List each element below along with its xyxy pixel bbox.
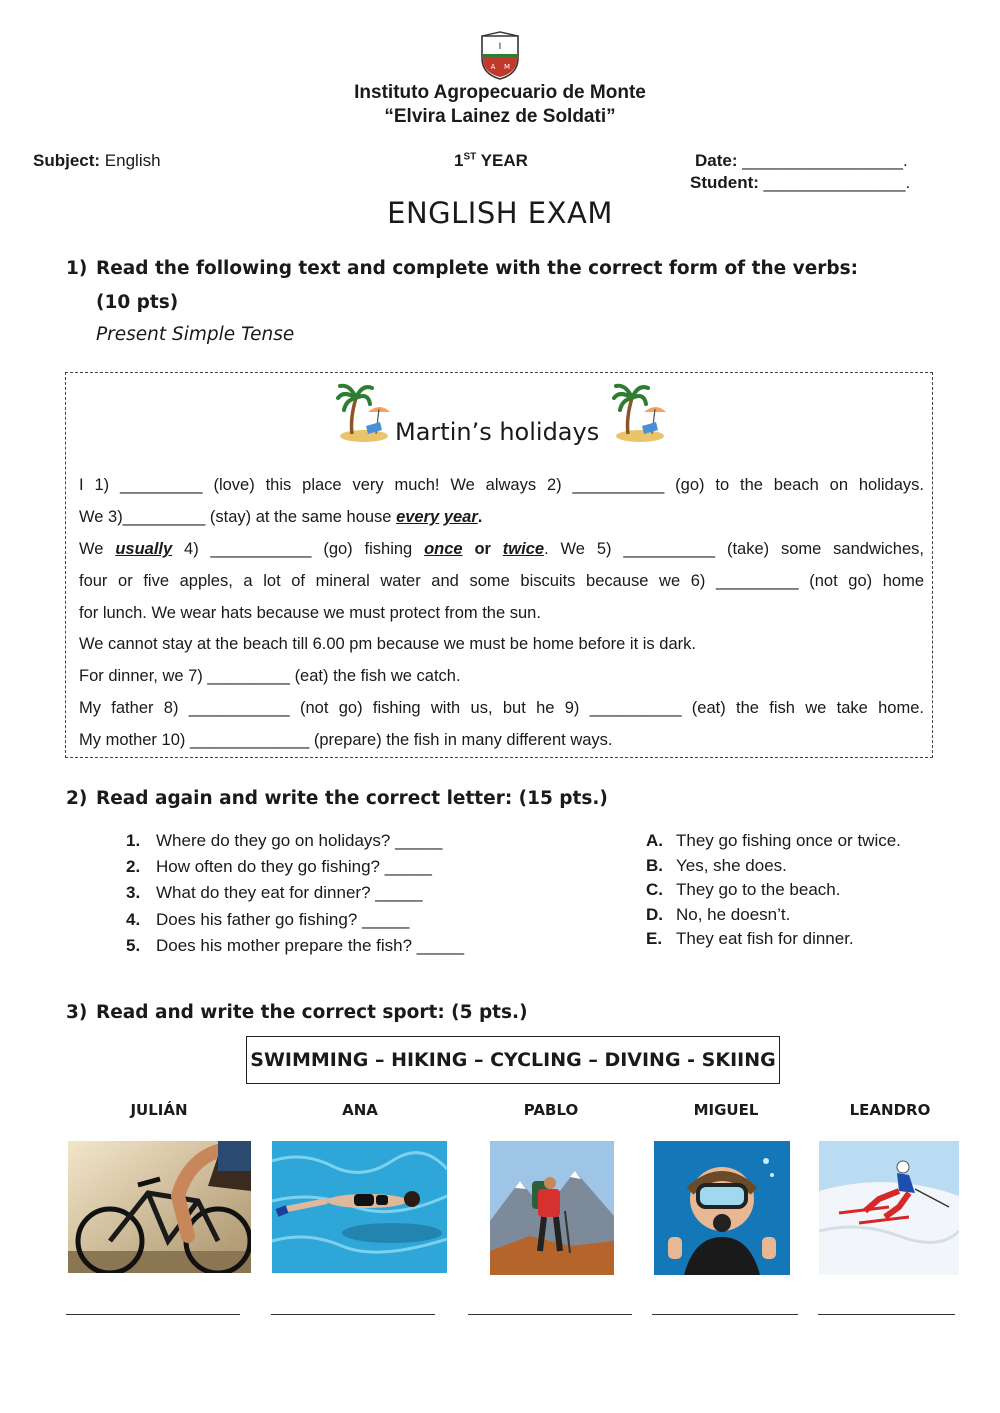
school-crest-icon bbox=[478, 30, 522, 80]
question-number: 4. bbox=[126, 910, 141, 929]
text-line-3-e: or bbox=[462, 540, 503, 558]
answer-text: They go fishing once or twice. bbox=[676, 831, 901, 850]
list-item bbox=[646, 831, 901, 856]
text-line-9: My mother 10) _____________ (prepare) the fish in many different ways. bbox=[79, 731, 613, 749]
question-number: 5. bbox=[126, 936, 141, 955]
answer-letter: C. bbox=[646, 880, 663, 899]
question-number: 3. bbox=[126, 883, 141, 902]
emphasis-usually: usually bbox=[115, 540, 173, 558]
list-item bbox=[646, 856, 901, 881]
question-text[interactable]: How often do they go fishing? _____ bbox=[156, 857, 432, 876]
hiking-photo bbox=[490, 1141, 614, 1275]
text-line-1: I 1) _________ (love) this place very much! We always 2) __________ (go) to the beach on holidays. bbox=[79, 476, 924, 494]
text-line-5: for lunch. We wear hats because we must protect from the sun. bbox=[79, 604, 541, 622]
date-blank: _________________. bbox=[742, 151, 908, 170]
name-leandro: LEANDRO bbox=[849, 1101, 931, 1119]
section2-instruction: Read again and write the correct letter: (15 pts.) bbox=[96, 788, 608, 809]
name-miguel: MIGUEL bbox=[693, 1101, 759, 1119]
name-pablo: PABLO bbox=[523, 1101, 579, 1119]
list-item bbox=[126, 936, 464, 962]
answer-letter: E. bbox=[646, 929, 663, 948]
emphasis-twice: twice bbox=[502, 540, 545, 558]
student-field[interactable] bbox=[690, 173, 910, 193]
section1-points: (10 pts) bbox=[96, 292, 179, 313]
list-item bbox=[126, 883, 464, 910]
question-text[interactable]: Does his father go fishing? _____ bbox=[156, 910, 410, 929]
answer-text: They eat fish for dinner. bbox=[676, 929, 854, 948]
text-line-3-g: . We 5) __________ (take) some sandwiches, bbox=[544, 540, 924, 558]
answer-text: Yes, she does. bbox=[676, 855, 787, 875]
answer-blank-leandro[interactable] bbox=[818, 1314, 955, 1315]
emphasis-year: year bbox=[443, 508, 478, 526]
section1-tense: Present Simple Tense bbox=[96, 324, 295, 345]
name-julian: JULIÁN bbox=[130, 1101, 188, 1119]
section1-number: 1) bbox=[66, 258, 88, 279]
swimming-photo bbox=[272, 1141, 447, 1273]
answer-blank-julian[interactable] bbox=[66, 1314, 240, 1315]
exam-title: ENGLISH EXAM bbox=[387, 196, 613, 230]
text-line-8: My father 8) ___________ (not go) fishing with us, but he 9) __________ (eat) the fish we take home. bbox=[79, 699, 924, 717]
school-name: Instituto Agropecuario de Monte bbox=[354, 82, 646, 103]
cycling-photo bbox=[68, 1141, 251, 1273]
answer-blank-miguel[interactable] bbox=[652, 1314, 798, 1315]
text-line-2 bbox=[79, 508, 924, 527]
list-item bbox=[646, 905, 901, 930]
subject-value: English bbox=[104, 151, 161, 170]
year-number: 1 bbox=[454, 151, 464, 170]
list-item bbox=[126, 831, 464, 857]
section3-instruction: Read and write the correct sport: (5 pts.) bbox=[96, 1002, 528, 1023]
answer-list bbox=[646, 831, 901, 954]
list-item bbox=[646, 929, 901, 954]
subject-field bbox=[33, 151, 161, 171]
crest-letter-2: A bbox=[490, 63, 496, 71]
list-item bbox=[646, 880, 901, 905]
crest-letter-3: M bbox=[503, 63, 511, 71]
text-line-4: four or five apples, a lot of mineral water and some biscuits because we 6) _________ (not go) home bbox=[79, 572, 924, 590]
answer-letter: A. bbox=[646, 831, 663, 850]
sports-word-bank: SWIMMING – HIKING – CYCLING – DIVING - SKIING bbox=[246, 1036, 780, 1084]
answer-letter: B. bbox=[646, 855, 663, 875]
skiing-photo bbox=[819, 1141, 959, 1275]
text-line-3-c: 4) ___________ (go) fishing bbox=[172, 540, 425, 558]
section2-number: 2) bbox=[66, 788, 88, 809]
date-label: Date: bbox=[695, 151, 738, 170]
section1-instruction: Read the following text and complete with the correct form of the verbs: bbox=[96, 258, 859, 279]
year-word: YEAR bbox=[480, 151, 528, 170]
emphasis-once: once bbox=[424, 540, 463, 558]
date-field[interactable] bbox=[695, 151, 908, 171]
text-line-7: For dinner, we 7) _________ (eat) the fish we catch. bbox=[79, 667, 461, 685]
student-blank: _______________. bbox=[763, 173, 911, 192]
subject-label: Subject: bbox=[33, 151, 101, 170]
answer-blank-pablo[interactable] bbox=[468, 1314, 632, 1315]
reading-title: Martin’s holidays bbox=[395, 418, 600, 446]
year-field bbox=[454, 151, 528, 171]
school-dedication: “Elvira Lainez de Soldati” bbox=[384, 106, 616, 127]
answer-text: No, he doesn’t. bbox=[676, 904, 791, 924]
question-number: 1. bbox=[126, 831, 141, 850]
question-text[interactable]: What do they eat for dinner? _____ bbox=[156, 883, 423, 902]
question-text[interactable]: Where do they go on holidays? _____ bbox=[156, 831, 443, 850]
answer-blank-ana[interactable] bbox=[271, 1314, 435, 1315]
text-line-2-d: . bbox=[477, 508, 483, 526]
diving-photo bbox=[654, 1141, 790, 1275]
crest-letter-1: I bbox=[498, 42, 502, 52]
question-text[interactable]: Does his mother prepare the fish? _____ bbox=[156, 936, 465, 955]
student-label: Student: bbox=[690, 173, 759, 192]
answer-letter: D. bbox=[646, 904, 663, 924]
text-line-3 bbox=[79, 540, 924, 559]
name-ana: ANA bbox=[342, 1101, 378, 1119]
year-suffix: ST bbox=[463, 151, 477, 163]
text-line-3-a: We bbox=[79, 540, 116, 558]
palm-beach-icon bbox=[612, 378, 668, 444]
text-line-2-a: We 3)_________ (stay) at the same house bbox=[79, 508, 397, 526]
question-number: 2. bbox=[126, 857, 141, 876]
list-item bbox=[126, 857, 464, 883]
answer-text: They go to the beach. bbox=[676, 880, 841, 899]
question-list bbox=[126, 831, 464, 962]
text-line-6: We cannot stay at the beach till 6.00 pm because we must be home before it is dark. bbox=[79, 635, 696, 653]
list-item bbox=[126, 910, 464, 936]
emphasis-every: every bbox=[396, 508, 440, 526]
palm-beach-icon bbox=[336, 378, 392, 444]
section3-number: 3) bbox=[66, 1002, 88, 1023]
